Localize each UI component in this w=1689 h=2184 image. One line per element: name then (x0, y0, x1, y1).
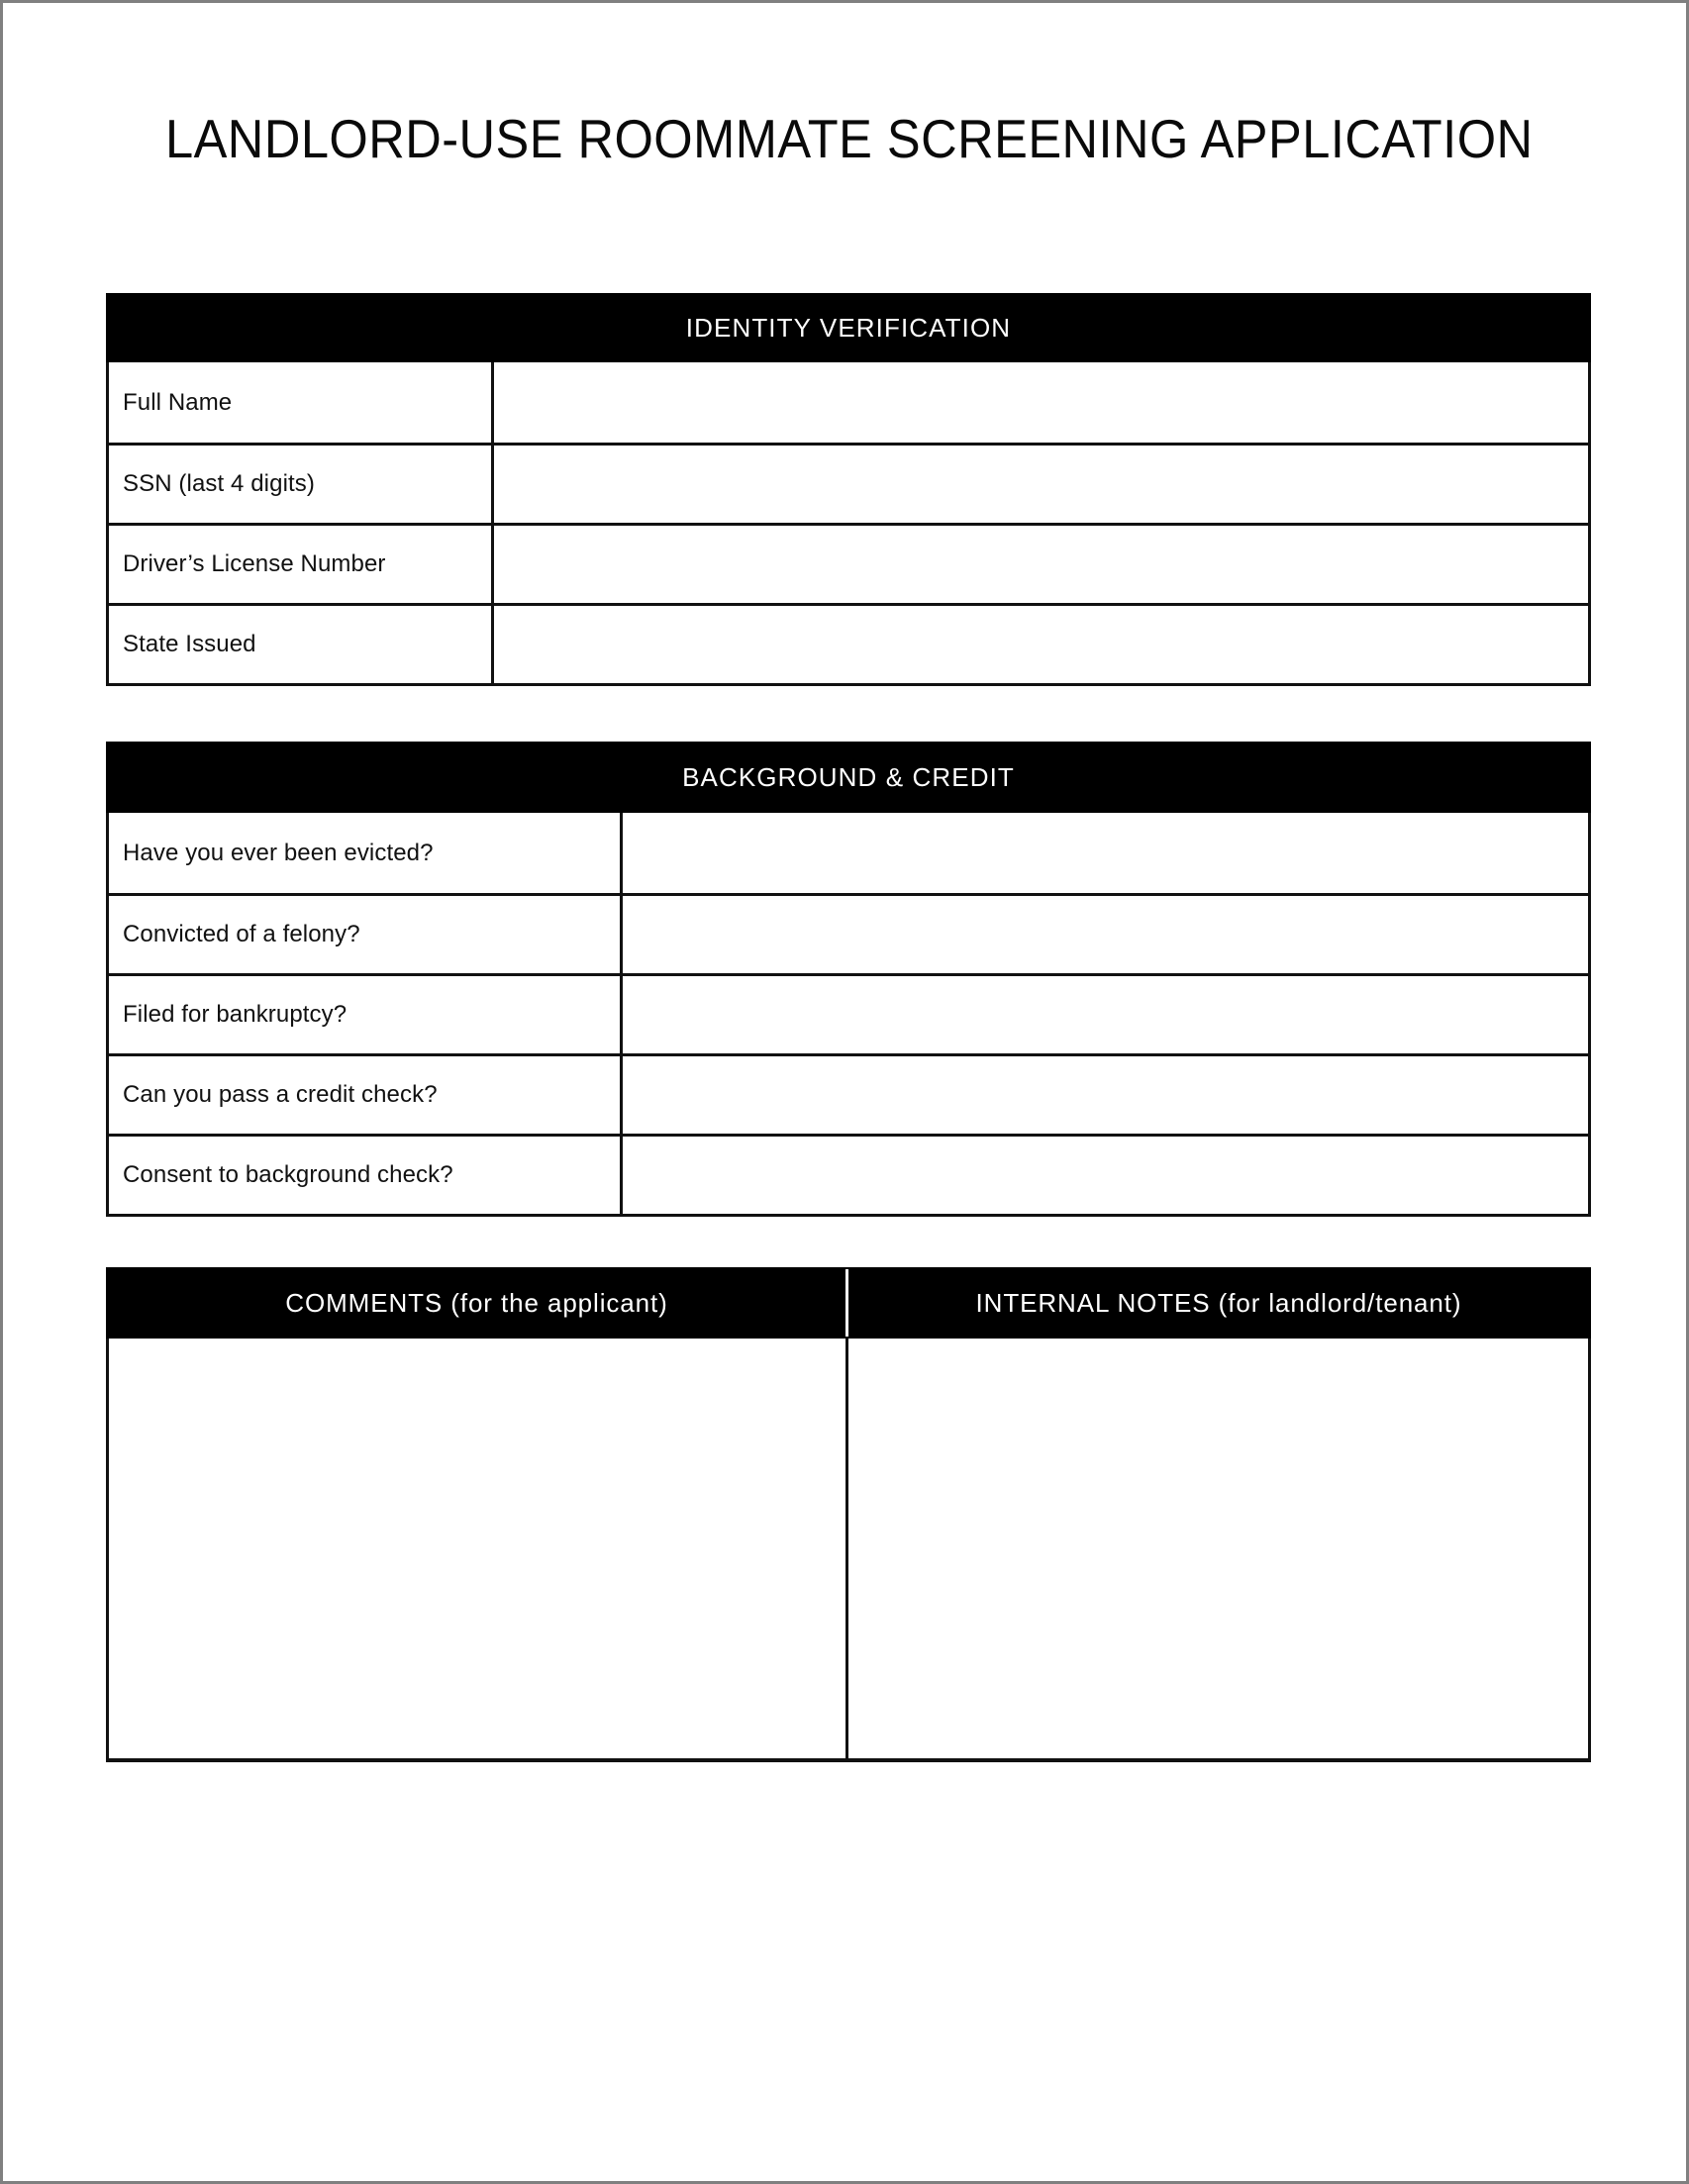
field-label-full-name: Full Name (109, 362, 494, 443)
field-input-ssn-last-4[interactable] (494, 446, 1588, 523)
background-credit-heading: BACKGROUND & CREDIT (106, 742, 1591, 813)
field-label-ssn-last-4: SSN (last 4 digits) (109, 446, 494, 523)
field-input-full-name[interactable] (494, 362, 1588, 443)
field-label-state-issued: State Issued (109, 606, 494, 683)
comments-notes-body (106, 1339, 1591, 1762)
table-row (109, 893, 1588, 973)
field-input-felony[interactable] (623, 896, 1588, 973)
identity-verification-section (106, 293, 1591, 686)
field-label-evicted: Have you ever been evicted? (109, 813, 623, 893)
field-label-consent-background-check: Consent to background check? (109, 1137, 623, 1214)
table-row (109, 603, 1588, 683)
field-input-drivers-license-number[interactable] (494, 526, 1588, 603)
comments-notes-header-row (106, 1267, 1591, 1339)
comments-textarea[interactable] (109, 1339, 848, 1758)
field-label-credit-check: Can you pass a credit check? (109, 1056, 623, 1134)
comments-notes-section (106, 1267, 1591, 1762)
page-content (3, 3, 1686, 2181)
field-input-credit-check[interactable] (623, 1056, 1588, 1134)
table-row (109, 362, 1588, 443)
table-row (109, 523, 1588, 603)
field-input-evicted[interactable] (623, 813, 1588, 893)
identity-verification-heading: IDENTITY VERIFICATION (106, 293, 1591, 362)
comments-heading: COMMENTS (for the applicant) (108, 1269, 848, 1337)
table-row (109, 443, 1588, 523)
field-label-bankruptcy: Filed for bankruptcy? (109, 976, 623, 1053)
field-input-consent-background-check[interactable] (623, 1137, 1588, 1214)
background-credit-table (106, 813, 1591, 1217)
table-row (109, 1134, 1588, 1214)
identity-verification-table (106, 362, 1591, 686)
field-label-felony: Convicted of a felony? (109, 896, 623, 973)
table-row (109, 1053, 1588, 1134)
table-row (109, 813, 1588, 893)
table-row (109, 973, 1588, 1053)
background-credit-section (106, 742, 1591, 1217)
field-label-drivers-license-number: Driver’s License Number (109, 526, 494, 603)
field-input-bankruptcy[interactable] (623, 976, 1588, 1053)
page-title: LANDLORD-USE ROOMMATE SCREENING APPLICATION (165, 108, 1534, 169)
internal-notes-textarea[interactable] (848, 1339, 1588, 1758)
field-input-state-issued[interactable] (494, 606, 1588, 683)
internal-notes-heading: INTERNAL NOTES (for landlord/tenant) (975, 1287, 1462, 1318)
